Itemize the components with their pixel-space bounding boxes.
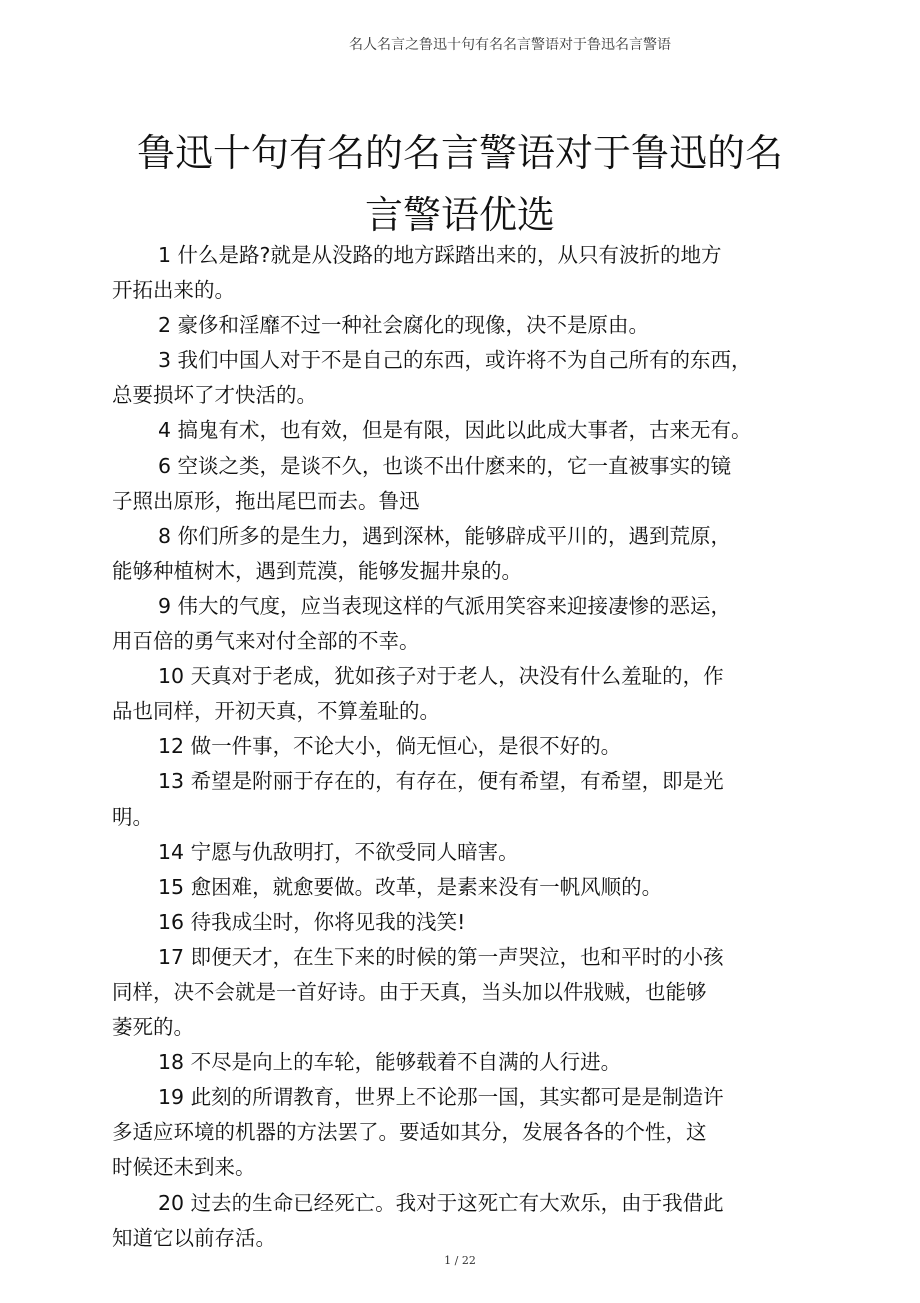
quote-line: 时候还未到来。 [112,1155,256,1180]
title-line: 言警语优选 [364,193,555,237]
quote-paragraph [112,659,792,729]
quote-line: 20 过去的生命已经死亡。我对于这死亡有大欢乐，由于我借此 [158,1190,724,1215]
quote-line: 19 此刻的所谓教育，世界上不论那一国，其实都可是是制造许 [158,1085,724,1110]
quote-paragraph [112,589,792,659]
quote-paragraph [112,1080,792,1185]
quote-line: 1 什么是路?就是从没路的地方踩踏出来的，从只有波折的地方 [158,243,722,267]
quote-line: 同样，决不会就是一首好诗。由于天真，当头加以件戕贼，也能够 [112,979,707,1004]
quote-paragraph [112,519,792,589]
quote-line: 18 不尽是向上的车轮，能够载着不自满的人行进。 [158,1050,622,1075]
quote-paragraph [112,940,792,1045]
quote-paragraph [112,729,792,764]
quote-line: 2 豪侈和淫靡不过一种社会腐化的现像，决不是原由。 [158,313,650,338]
quote-line: 开拓出来的。 [112,278,235,303]
quote-line: 6 空谈之类，是谈不久，也谈不出什麽来的，它一直被事实的镜 [158,453,732,478]
quote-paragraph [112,308,792,343]
quote-paragraph [112,343,792,413]
quote-line: 萎死的。 [112,1015,194,1040]
quote-line: 8 你们所多的是生力，遇到深林，能够辟成平川的，遇到荒原， [158,523,732,548]
quote-line: 能够种植树木，遇到荒漠，能够发掘井泉的。 [112,558,522,583]
quote-line: 多适应环境的机器的方法罢了。要适如其分，发展各各的个性，这 [112,1120,707,1145]
quote-line: 明。 [112,804,153,829]
quote-line: 15 愈困难，就愈要做。改革，是素来没有一帆风顺的。 [158,874,663,899]
quote-paragraph [112,449,792,519]
quote-line: 知道它以前存活。 [112,1225,276,1250]
quote-line: 4 搞鬼有术，也有效，但是有限，因此以此成大事者，古来无有。 [158,418,752,443]
quote-paragraph [112,238,792,308]
quote-line: 品也同样，开初天真，不算羞耻的。 [112,699,440,724]
quote-line: 10 天真对于老成，犹如孩子对于老人，决没有什么羞耻的，作 [158,664,724,689]
quote-paragraph [112,835,792,870]
quote-line: 3 我们中国人对于不是自己的东西，或许将不为自己所有的东西， [158,348,752,373]
quote-line: 13 希望是附丽于存在的，有存在，便有希望，有希望，即是光 [158,769,724,794]
page-number: 1 / 22 [444,1254,476,1267]
quote-line: 总要损坏了才快活的。 [112,383,317,408]
quote-paragraph [112,905,792,940]
quote-line: 用百倍的勇气来对付全部的不幸。 [112,629,420,654]
quote-paragraph [112,870,792,905]
quote-line: 12 做一件事，不论大小，倘无恒心，是很不好的。 [158,734,622,759]
quote-line: 子照出原形，拖出尾巴而去。鲁迅 [112,488,420,513]
quote-paragraph [112,764,792,834]
page-header: 名人名言之鲁迅十句有名名言警语对于鲁迅名言警语 [349,37,671,53]
quote-line: 14 宁愿与仇敌明打，不欲受同人暗害。 [158,839,519,864]
quote-line: 17 即便天才，在生下来的时候的第一声哭泣，也和平时的小孩 [158,944,724,969]
quote-list [112,238,792,1256]
quote-line: 9 伟大的气度，应当表现这样的气派用笑容来迎接凄惨的恶运， [158,593,732,618]
document-title [100,122,820,246]
quote-paragraph [112,413,792,448]
quote-paragraph [112,1186,792,1256]
quote-paragraph [112,1045,792,1080]
quote-line: 16 待我成尘时，你将见我的浅笑! [158,909,466,934]
title-line: 鲁迅十句有名的名言警语对于鲁迅的名 [136,131,783,175]
